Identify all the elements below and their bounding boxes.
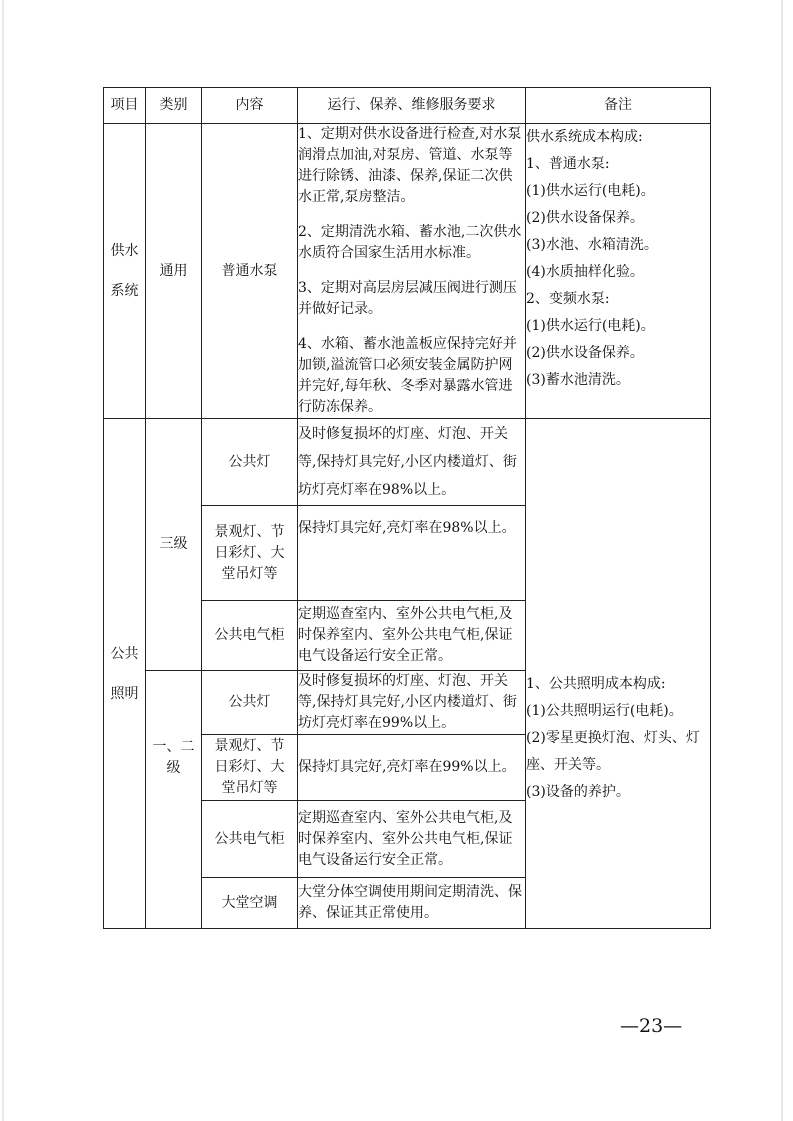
table-row-water-supply [104,124,711,419]
lighting-remark-line: (1)公共照明运行(电耗)。 [526,703,683,719]
content-ordinary-pump: 普通水泵 [202,124,298,419]
water-remarks [526,124,711,419]
req-electric-cabinet-g3: 定期巡查室内、室外公共电气柜,及时保养室内、室外公共电气柜,保证电气设备运行安全正常。 [298,601,526,671]
item-public-lighting [104,419,146,929]
header-remarks: 备注 [526,88,711,124]
water-remark-line: 1、普通水泵: [526,156,610,172]
lighting-remark-line: (2)零星更换灯泡、灯头、灯座、开关等。 [526,730,700,773]
content-public-lamps: 公共灯 [202,671,298,735]
item-lighting-line1: 公共 [110,645,139,662]
water-remark-line: 供水系统成本构成: [526,129,643,145]
water-req-3: 3、定期对高层房层减压阀进行测压并做好记录。 [298,280,517,317]
lighting-remark-line: (3)设备的养护。 [526,784,630,800]
water-remark-line: (2)供水设备保养。 [526,210,644,226]
water-remark-line: (4)水质抽样化验。 [526,264,644,280]
req-lobby-aircon-g12: 大堂分体空调使用期间定期清洗、保养、保证其正常使用。 [298,878,526,929]
item-water-line1: 供水 [110,243,139,259]
water-req-4: 4、水箱、蓄水池盖板应保持完好并加锁,溢流管口必须安装金属防护网并完好,每年秋、冬季对暴露水管进行防冻保养。 [298,336,517,415]
header-category: 类别 [146,88,202,124]
water-requirements [298,124,526,419]
category-grade-1-2: 一、二级 [146,671,202,929]
req-public-lamps-g3: 及时修复损坏的灯座、灯泡、开关等,保持灯具完好,小区内楼道灯、街坊灯亮灯率在98%以上。 [298,419,526,506]
content-landscape-lamps: 景观灯、节日彩灯、大堂吊灯等 [202,735,298,801]
table-row-lighting-g3-lamps [104,419,711,506]
item-water-supply [104,124,146,419]
water-remark-line: (1)供水运行(电耗)。 [526,318,655,334]
req-landscape-lamps-g12: 保持灯具完好,亮灯率在99%以上。 [298,735,526,801]
lighting-remarks [526,419,711,929]
category-general: 通用 [146,124,202,419]
water-remark-line: (3)水池、水箱清洗。 [526,237,658,253]
water-remark-line: (3)蓄水池清洗。 [526,372,630,388]
content-lobby-aircon: 大堂空调 [202,878,298,929]
page-number: —23— [620,1015,683,1037]
water-remark-line: (1)供水运行(电耗)。 [526,183,655,199]
scan-edge-right [781,0,783,1121]
req-landscape-lamps-g3: 保持灯具完好,亮灯率在98%以上。 [298,506,526,601]
header-item: 项目 [104,88,146,124]
water-remark-line: (2)供水设备保养。 [526,345,644,361]
scan-edge-left [2,0,4,1121]
water-req-2: 2、定期清洗水箱、蓄水池,二次供水水质符合国家生活用水标准。 [298,224,522,261]
category-grade-3: 三级 [146,419,202,671]
content-electric-cabinet: 公共电气柜 [202,601,298,671]
table-header-row [104,88,711,124]
req-public-lamps-g12: 及时修复损坏的灯座、灯泡、开关等,保持灯具完好,小区内楼道灯、街坊灯亮灯率在99%以上。 [298,671,526,735]
water-remark-line: 2、变频水泵: [526,291,610,307]
req-electric-cabinet-g12: 定期巡查室内、室外公共电气柜,及时保养室内、室外公共电气柜,保证电气设备运行安全正常。 [298,801,526,878]
content-landscape-lamps: 景观灯、节日彩灯、大堂吊灯等 [202,506,298,601]
item-lighting-line2: 照明 [110,685,139,702]
water-req-1: 1、定期对供水设备进行检查,对水泵润滑点加油,对泵房、管道、水泵等进行除锈、油漆、保养,保证二次供水正常,泵房整洁。 [298,126,522,205]
content-public-lamps: 公共灯 [202,419,298,506]
header-requirements: 运行、保养、维修服务要求 [298,88,526,124]
header-content: 内容 [202,88,298,124]
content-electric-cabinet: 公共电气柜 [202,801,298,878]
item-water-line2: 系统 [110,283,139,299]
service-standards-table [103,87,711,929]
lighting-remark-line: 1、公共照明成本构成: [526,676,666,692]
